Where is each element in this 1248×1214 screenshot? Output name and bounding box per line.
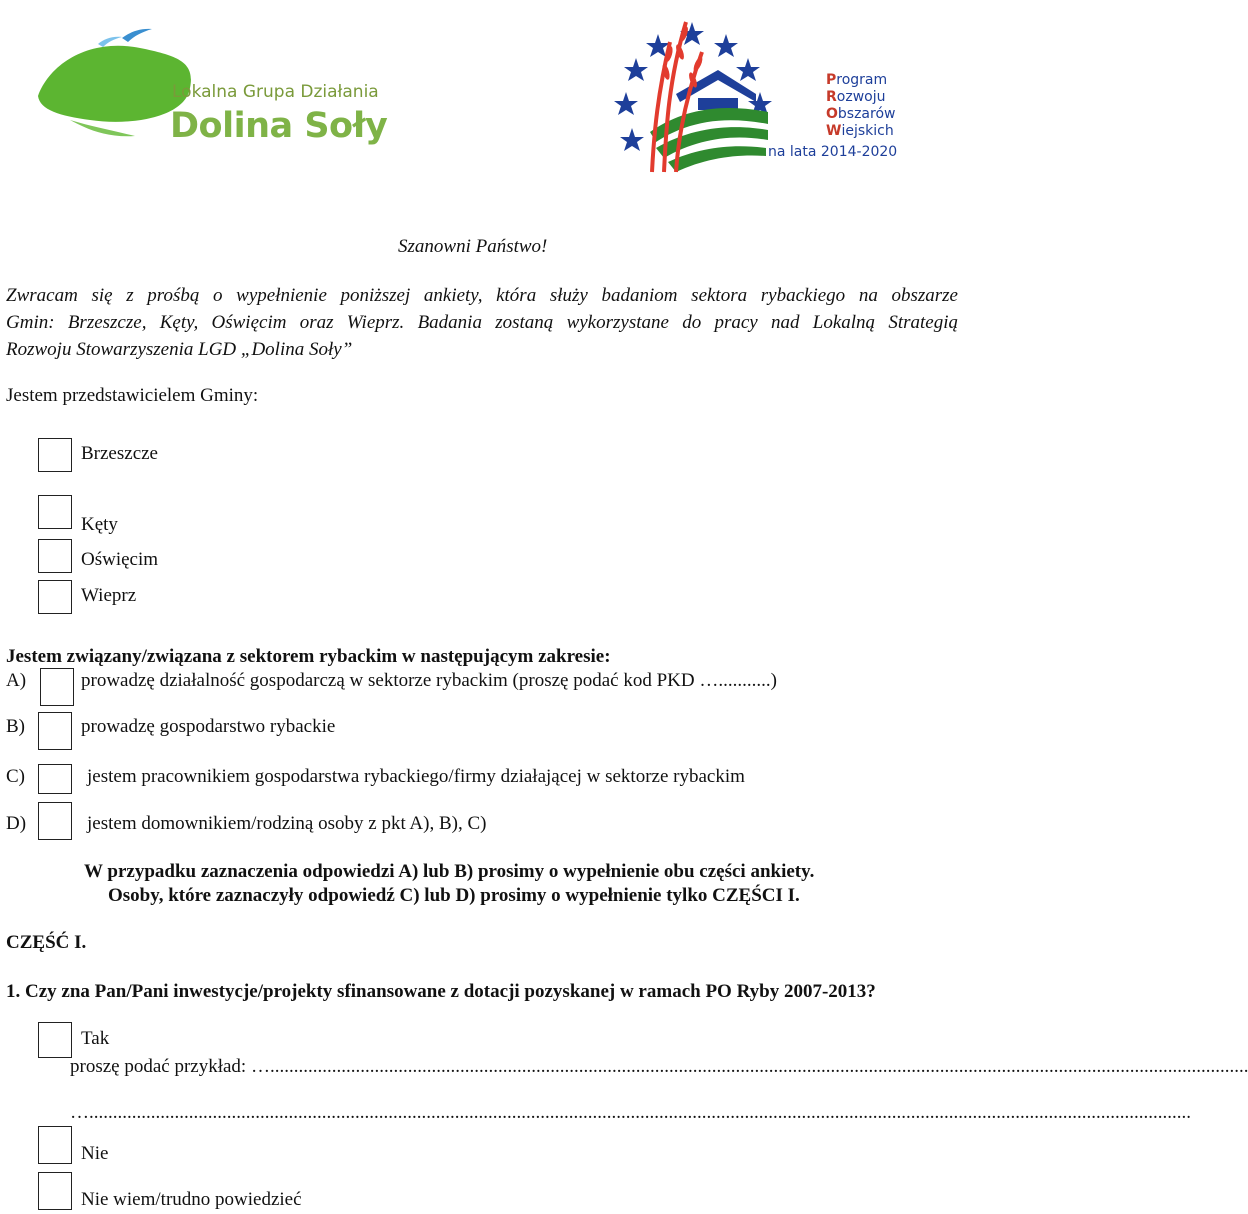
continuation-prefix: … — [70, 1102, 89, 1123]
part1-heading: CZĘŚĆ I. — [6, 932, 87, 953]
example-field[interactable]: proszę podać przykład: ….............................................................................................................................................................................................................. — [70, 1056, 1248, 1077]
checkbox-oswiecim[interactable] — [38, 539, 72, 573]
example-label: proszę podać przykład: … — [70, 1056, 270, 1077]
checkbox-sector-d[interactable] — [38, 802, 72, 840]
sector-option-b: prowadzę gospodarstwo rybackie — [81, 716, 336, 737]
checkbox-wieprz[interactable] — [38, 580, 72, 614]
prow-logo-line1: Program — [826, 72, 888, 88]
intro-line-2: Gmin: Brzeszcze, Kęty, Oświęcim oraz Wieprz. Badania zostaną wykorzystane do pracy nad Lokalną Strategią — [6, 312, 958, 333]
sector-letter-b: B) — [6, 716, 25, 737]
sector-option-a: prowadzę działalność gospodarczą w sektorze rybackim (proszę podać kod PKD …...........) — [81, 670, 777, 691]
checkbox-brzeszcze[interactable] — [38, 438, 72, 472]
prow-logo-line3: Obszarów — [826, 106, 896, 122]
checkbox-tak[interactable] — [38, 1022, 72, 1058]
lgd-logo-line1: Lokalna Grupa Działania — [172, 82, 379, 102]
sector-option-d: jestem domownikiem/rodziną osoby z pkt A), B), C) — [87, 813, 487, 834]
sector-note-2: Osoby, które zaznaczyły odpowiedź C) lub D) prosimy o wypełnienie tylko CZĘŚCI I. — [108, 885, 800, 906]
option-oswiecim: Oświęcim — [81, 549, 159, 570]
checkbox-nie-wiem[interactable] — [38, 1172, 72, 1210]
bird-icon — [122, 29, 152, 42]
prow-logo-years: na lata 2014-2020 — [768, 144, 898, 160]
intro-line-1: Zwracam się z prośbą o wypełnienie poniższej ankiety, która służy badaniom sektora rybackiego na obszarze — [6, 285, 958, 306]
checkbox-sector-a[interactable] — [40, 668, 74, 706]
commune-label: Jestem przedstawicielem Gminy: — [6, 385, 259, 406]
lgd-logo-line2: Dolina Soły — [170, 106, 388, 146]
checkbox-sector-c[interactable] — [38, 764, 72, 794]
option-tak: Tak — [81, 1028, 110, 1049]
sector-letter-a: A) — [6, 670, 27, 691]
checkbox-sector-b[interactable] — [38, 712, 72, 750]
prow-logo-line2: Rozwoju — [826, 89, 886, 105]
question-1: 1. Czy zna Pan/Pani inwestycje/projekty sfinansowane z dotacji pozyskanej w ramach PO Ryby 2007-2013? — [6, 981, 876, 1002]
option-nie-wiem: Nie wiem/trudno powiedzieć — [81, 1189, 302, 1210]
option-nie: Nie — [81, 1143, 109, 1164]
sector-note-1: W przypadku zaznaczenia odpowiedzi A) lub B) prosimy o wypełnienie obu części ankiety. — [84, 861, 815, 882]
sector-option-c: jestem pracownikiem gospodarstwa rybackiego/firmy działającej w sektorze rybackim — [87, 766, 745, 787]
prow-emblem-icon — [606, 12, 776, 177]
option-wieprz: Wieprz — [81, 585, 137, 606]
option-kety: Kęty — [81, 514, 118, 535]
intro-line-3: Rozwoju Stowarzyszenia LGD „Dolina Soły” — [6, 339, 353, 360]
prow-logo — [606, 12, 926, 177]
sector-label: Jestem związany/związana z sektorem rybackim w następującym zakresie: — [6, 646, 611, 667]
prow-logo-line4: Wiejskich — [826, 123, 894, 139]
sector-letter-d: D) — [6, 813, 27, 834]
checkbox-nie[interactable] — [38, 1126, 72, 1164]
checkbox-kety[interactable] — [38, 495, 72, 529]
lgd-logo — [30, 8, 390, 178]
example-continuation-field[interactable]: …........................................................................................................................................................................................................................................ — [70, 1102, 1191, 1123]
greeting: Szanowni Państwo! — [398, 236, 548, 257]
intro-paragraph — [6, 282, 958, 363]
sector-letter-c: C) — [6, 766, 25, 787]
option-brzeszcze: Brzeszcze — [81, 443, 158, 464]
